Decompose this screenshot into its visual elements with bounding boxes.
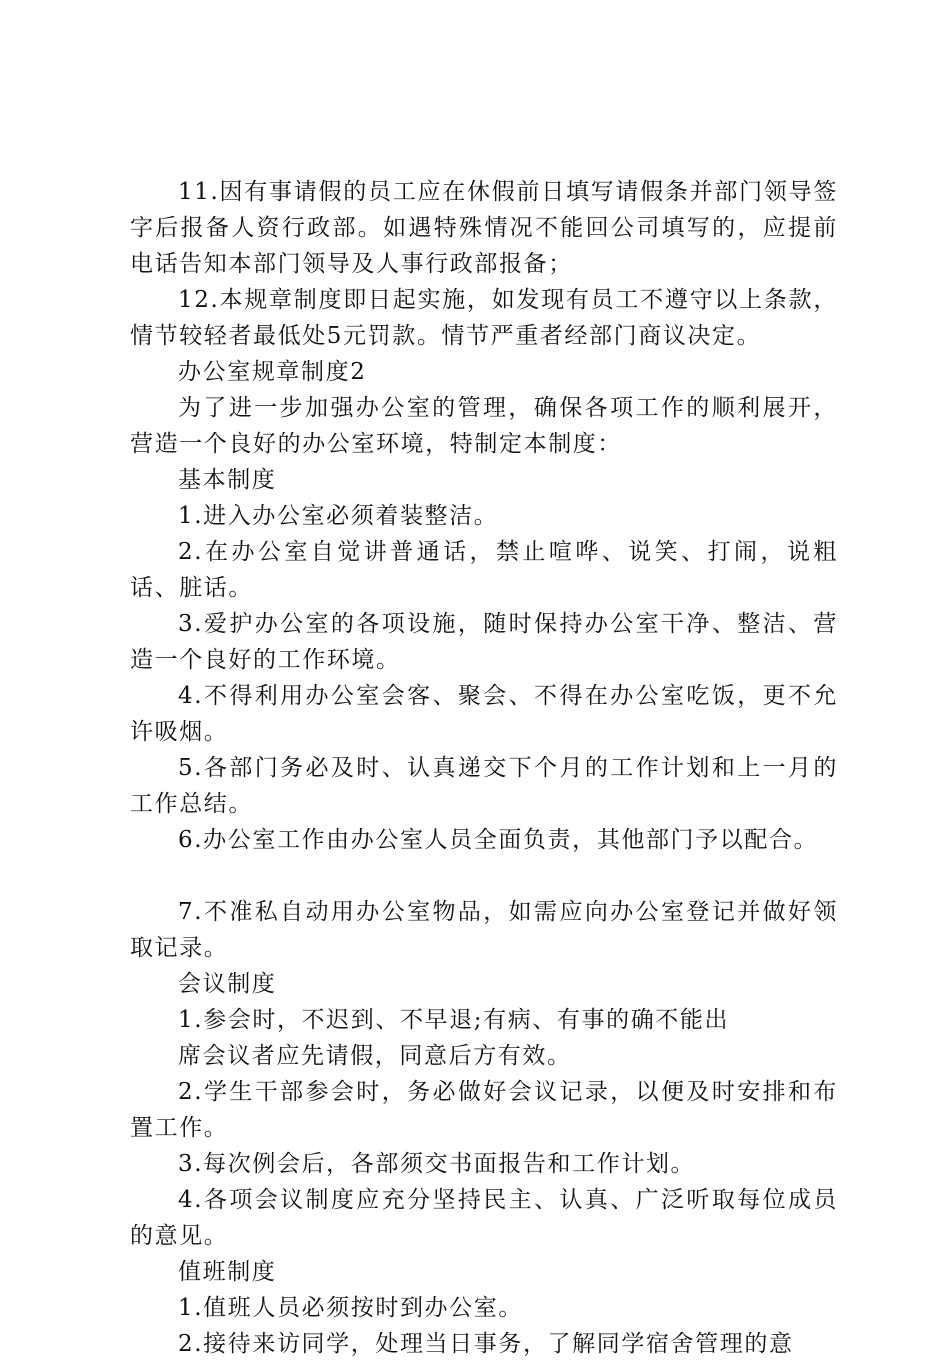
paragraph-item-11: 11.因有事请假的员工应在休假前日填写请假条并部门领导签字后报备人资行政部。如遇特殊情况不能回公司填写的，应提前电话告知本部门领导及人事行政部报备；: [130, 179, 838, 277]
section-title-office-rules-2: 办公室规章制度2: [178, 359, 367, 385]
document-body: [130, 174, 838, 1362]
meeting-rule-3: 3.每次例会后，各部须交书面报告和工作计划。: [178, 1151, 696, 1177]
section-heading-duty: 值班制度: [178, 1259, 277, 1285]
basic-rule-3: 3.爱护办公室的各项设施，随时保持办公室干净、整洁、营造一个良好的工作环境。: [130, 611, 838, 673]
meeting-rule-1: 1.参会时，不迟到、不早退;有病、有事的确不能出: [178, 1007, 730, 1033]
basic-rule-6: 6.办公室工作由办公室人员全面负责，其他部门予以配合。: [178, 827, 819, 853]
meeting-rule-4: 4.各项会议制度应充分坚持民主、认真、广泛听取每位成员的意见。: [130, 1187, 838, 1249]
meeting-rule-2: 2.学生干部参会时，务必做好会议记录，以便及时安排和布置工作。: [130, 1079, 838, 1141]
basic-rule-5: 5.各部门务必及时、认真递交下个月的工作计划和上一月的工作总结。: [130, 755, 838, 817]
basic-rule-2: 2.在办公室自觉讲普通话，禁止喧哗、说笑、打闹，说粗话、脏话。: [130, 539, 838, 601]
paragraph-spacer: [130, 858, 838, 894]
duty-rule-1: 1.值班人员必须按时到办公室。: [178, 1295, 523, 1321]
intro-paragraph: 为了进一步加强办公室的管理，确保各项工作的顺利展开，营造一个良好的办公室环境，特制定本制度：: [130, 395, 838, 457]
basic-rule-1: 1.进入办公室必须着装整洁。: [178, 503, 499, 529]
section-heading-meeting: 会议制度: [178, 971, 277, 997]
meeting-rule-1-continued: 席会议者应先请假，同意后方有效。: [178, 1043, 572, 1069]
paragraph-item-12: 12.本规章制度即日起实施，如发现有员工不遵守以上条款，情节较轻者最低处5元罚款。情节严重者经部门商议决定。: [130, 287, 838, 349]
duty-rule-2: 2.接待来访同学，处理当日事务，了解同学宿舍管理的意: [178, 1331, 794, 1357]
basic-rule-4: 4.不得利用办公室会客、聚会、不得在办公室吃饭，更不允许吸烟。: [130, 683, 838, 745]
section-heading-basic: 基本制度: [178, 467, 277, 493]
basic-rule-7: 7.不准私自动用办公室物品，如需应向办公室登记并做好领取记录。: [130, 899, 838, 961]
